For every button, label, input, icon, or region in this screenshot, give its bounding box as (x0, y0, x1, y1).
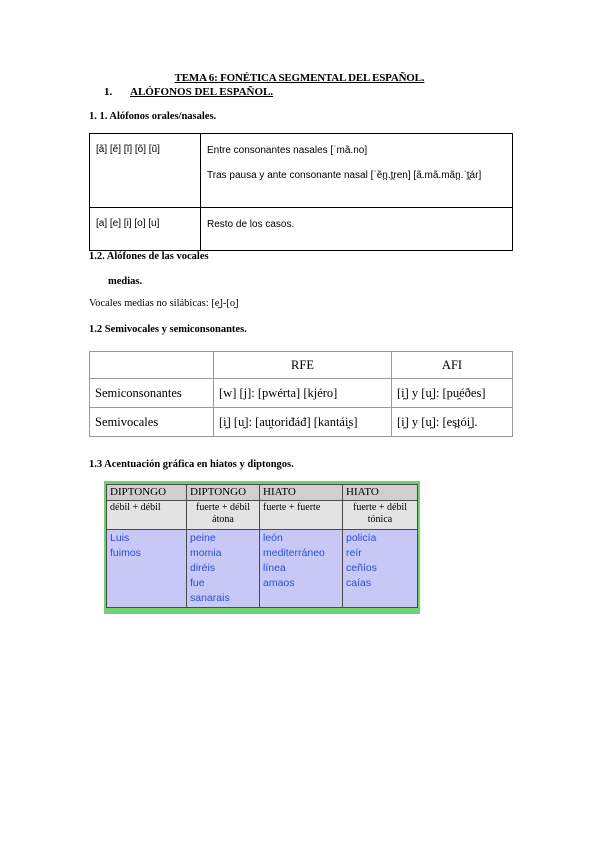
description-cell (201, 134, 513, 208)
table-cell: [i̯] [u̯]: [au̯toriđáđ] [kantái̯s] (214, 408, 392, 437)
word-list-cell (260, 530, 343, 608)
table-cell: [i̯] y [u̯]: [es̪tói̯]. (392, 408, 513, 437)
heading-1-2b: 1.2 Semivocales y semiconsonantes. (89, 324, 247, 335)
table-words-row (107, 530, 418, 608)
description-line: Tras pausa y ante consonante nasal [ˈẽn̪.t̪ren] [ã.mã.mãn̪.ˈt̪ár] (207, 170, 482, 181)
medial-vowels-text: Vocales medias no silábicas: [e̯]-[o̯] (89, 298, 239, 309)
subheader-cell: fuerte + débil tónica (343, 501, 418, 530)
subheader-cell: fuerte + fuerte (260, 501, 343, 530)
page-title: TEMA 6: FONÉTICA SEGMENTAL DEL ESPAÑOL. (174, 72, 425, 84)
word: ceñíos (346, 562, 377, 574)
word: peine (190, 532, 216, 544)
word: línea (263, 562, 286, 574)
table-header-row (90, 352, 513, 379)
word: león (263, 532, 283, 544)
word: caías (346, 577, 372, 589)
table-cell: [w] [j]: [pwérta] [kjéro] (214, 379, 392, 408)
table-row (90, 379, 513, 408)
heading-1-2-continued: medias. (108, 276, 143, 287)
subheader-cell: fuerte + débil átona (187, 501, 260, 530)
word: diréis (190, 562, 216, 574)
header-cell: HIATO (343, 485, 418, 501)
sounds-cell: [a] [e] [i] [o] [u] (90, 208, 201, 251)
section-1-label: ALÓFONOS DEL ESPAÑOL. (130, 86, 274, 98)
sounds-cell: [ã] [ẽ] [ĩ] [õ] [ũ] (90, 134, 201, 208)
table-cell: Semiconsonantes (90, 379, 214, 408)
word: reír (346, 547, 362, 559)
description-line: Resto de los casos. (207, 219, 295, 230)
semivowels-table (89, 351, 513, 437)
table-header-row (107, 485, 418, 501)
word-list-cell (107, 530, 187, 608)
word: mediterráneo (263, 547, 325, 559)
heading-1-1: 1. 1. Alófonos orales/nasales. (89, 111, 217, 122)
hiatus-diphthong-table (106, 484, 418, 608)
header-cell: DIPTONGO (107, 485, 187, 501)
subheader-cell: débil + débil (107, 501, 187, 530)
table-subheader-row (107, 501, 418, 530)
header-cell: DIPTONGO (187, 485, 260, 501)
word: sanarais (190, 592, 230, 604)
table-row (90, 134, 513, 208)
heading-1-2: 1.2. Alófones de las vocales (89, 251, 209, 262)
word: amaos (263, 577, 295, 589)
word: policía (346, 532, 377, 544)
word-list-cell (343, 530, 418, 608)
word-list-cell (187, 530, 260, 608)
word: fue (190, 577, 205, 589)
header-cell: RFE (214, 352, 392, 379)
description-line: Entre consonantes nasales [ˈmã.no] (207, 145, 368, 156)
word: fuimos (110, 547, 141, 559)
table-cell: [i̯] y [u̯]: [pu̯éðes] (392, 379, 513, 408)
table-cell: Semivocales (90, 408, 214, 437)
table-row (90, 408, 513, 437)
header-cell: HIATO (260, 485, 343, 501)
heading-1-3: 1.3 Acentuación gráfica en hiatos y diptongos. (89, 459, 294, 470)
header-cell: AFI (392, 352, 513, 379)
oral-nasal-allophones-table (89, 133, 513, 251)
header-cell (90, 352, 214, 379)
section-1-number: 1. (104, 86, 113, 98)
word: momia (190, 547, 222, 559)
description-cell (201, 208, 513, 251)
word: Luis (110, 532, 130, 544)
section-1-heading (104, 86, 273, 98)
table-row (90, 208, 513, 251)
